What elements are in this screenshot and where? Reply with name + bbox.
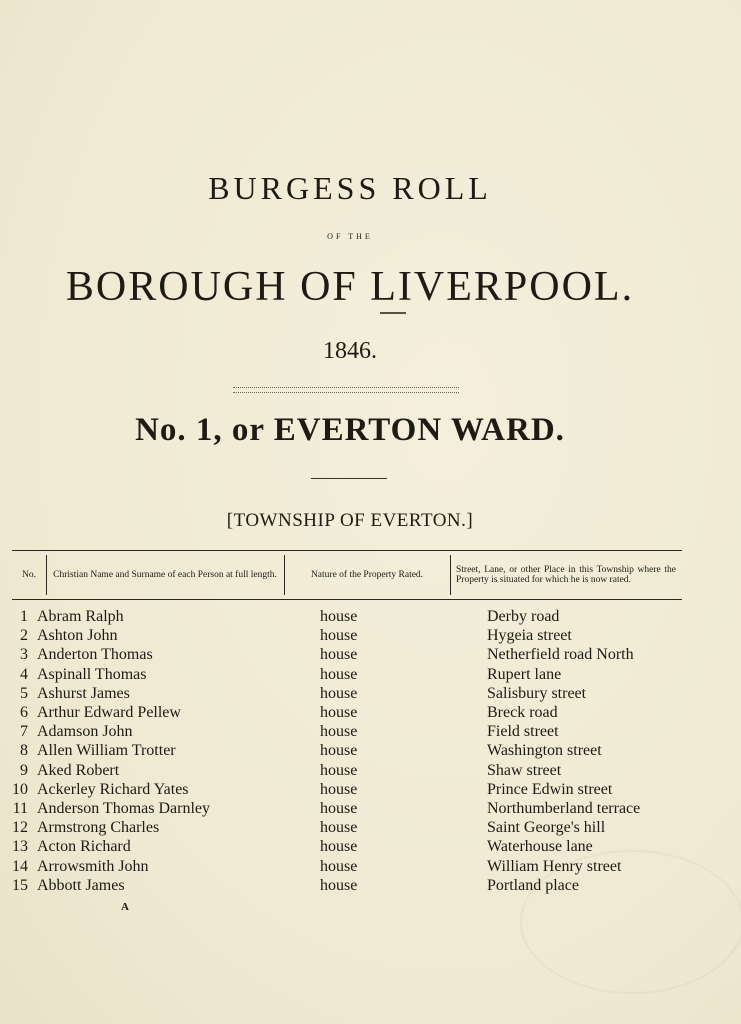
street-name: Rupert lane [487,665,562,683]
row-number: 14 [12,857,28,875]
person-name: Acton Richard [37,838,131,856]
table-row [0,800,741,819]
street-name: Field street [487,723,559,741]
table-row [0,723,741,742]
street-name: Portland place [487,876,579,894]
table-row [0,646,741,665]
street-name: Waterhouse lane [487,838,593,856]
property-nature: house [320,780,358,798]
property-nature: house [320,857,358,875]
table-row [0,742,741,761]
person-name: Allen William Trotter [37,742,176,760]
property-nature: house [320,684,358,702]
person-name: Aked Robert [37,761,120,779]
street-name: Salisbury street [487,684,587,702]
row-number: 7 [20,723,28,741]
street-name: Hygeia street [487,627,572,645]
row-number: 8 [20,742,28,760]
table-row [0,877,741,896]
header-no: No. [22,570,36,580]
header-nature: Nature of the Property Rated. [310,570,424,580]
row-number: 13 [12,838,28,856]
person-name: Armstrong Charles [37,819,160,837]
ward-title: No. 1, or EVERTON WARD. [135,412,565,448]
table-row [0,608,741,627]
row-number: 10 [12,780,28,798]
table-row [0,781,741,800]
table-row [0,838,741,857]
property-nature: house [320,876,358,894]
street-name: Northumberland terrace [487,800,641,817]
street-name: William Henry street [487,857,622,875]
property-nature: house [320,800,358,817]
row-number: 4 [20,665,28,683]
ornamental-divider [233,387,459,393]
property-nature: house [320,704,358,721]
street-name: Shaw street [487,761,562,779]
row-number: 5 [20,684,28,702]
property-nature: house [320,819,358,837]
township-heading: [TOWNSHIP OF EVERTON.] [226,510,474,531]
signature-mark: A [121,901,129,913]
property-nature: house [320,723,358,741]
property-nature: house [320,646,358,664]
row-number: 15 [12,876,28,894]
street-name: Derby road [487,608,560,625]
row-number: 6 [20,704,28,721]
table-header [12,550,682,600]
property-nature: house [320,627,358,645]
person-name: Ashton John [37,627,118,645]
header-street: Street, Lane, or other Place in this Township where the Property is situated for which he is now rated. [456,565,676,585]
person-name: Ashurst James [37,684,130,702]
person-name: Aspinall Thomas [37,665,147,683]
table-row [0,762,741,781]
roll-title: BURGESS ROLL [208,170,492,206]
ward-rule [311,478,387,479]
year-text: 1846. [323,338,377,364]
property-nature: house [320,742,358,760]
row-number: 9 [20,761,28,779]
title-rule [380,312,406,314]
street-name: Prince Edwin street [487,780,613,798]
property-nature: house [320,838,358,856]
person-name: Adamson John [37,723,133,741]
table-row [0,685,741,704]
row-number: 3 [20,646,28,664]
borough-title: BOROUGH OF LIVERPOOL. [65,264,635,310]
row-number: 2 [20,627,28,645]
person-name: Anderton Thomas [37,646,153,664]
person-name: Arthur Edward Pellew [37,704,181,721]
table-row [0,666,741,685]
table-row [0,858,741,877]
street-name: Breck road [487,704,558,721]
table-row [0,627,741,646]
row-number: 11 [12,800,28,817]
person-name: Anderson Thomas Darnley [37,800,210,817]
of-the-text: OF THE [327,232,373,241]
table-row [0,704,741,723]
person-name: Ackerley Richard Yates [37,780,189,798]
table-row [0,819,741,838]
property-nature: house [320,761,358,779]
person-name: Abram Ralph [37,608,124,625]
row-number: 12 [12,819,28,837]
row-number: 1 [20,608,28,625]
property-nature: house [320,665,358,683]
street-name: Washington street [487,742,602,760]
header-name: Christian Name and Surname of each Person at full length. [53,570,277,580]
street-name: Netherfield road North [487,646,634,664]
person-name: Arrowsmith John [37,857,149,875]
person-name: Abbott James [37,876,125,894]
property-nature: house [320,608,358,625]
street-name: Saint George's hill [487,819,606,837]
